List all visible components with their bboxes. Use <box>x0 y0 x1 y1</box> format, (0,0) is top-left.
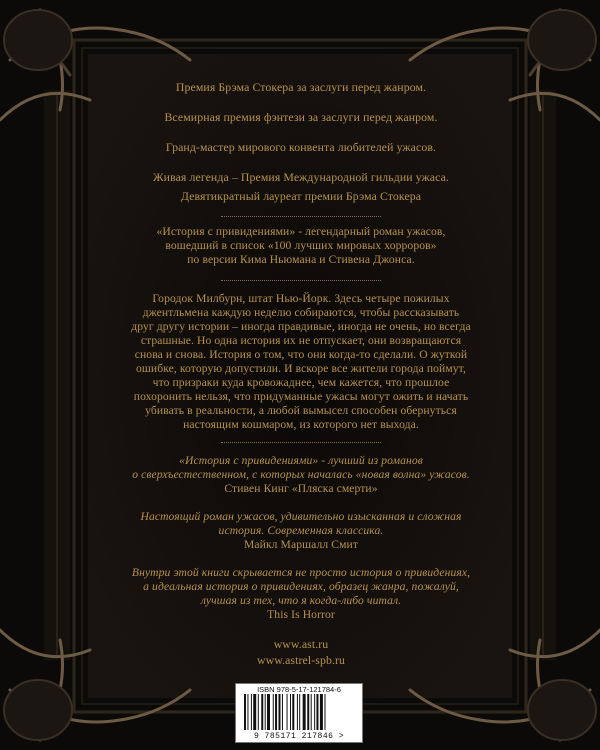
barcode-bar <box>316 694 318 730</box>
barcode-bar <box>307 694 309 730</box>
quote-1-line-2: о сверхъестественном, с которых началась «новая волна» ужасов. <box>132 468 470 481</box>
barcode-bar <box>303 694 306 730</box>
quote-3-line-3: лучшая из тех, что я когда-либо читал. <box>200 594 402 607</box>
dotted-divider <box>221 216 381 217</box>
synopsis-line: ошибке, которую допустили. И вскоре все жители города поймут, <box>136 362 466 375</box>
barcode-bar <box>258 694 259 730</box>
barcode-bar <box>292 694 294 730</box>
dotted-divider <box>221 280 381 281</box>
quote-3-line-1: Внутри этой книги скрывается не просто история о привидениях, <box>131 566 471 579</box>
intro-line-2: вошедший в список «100 лучших мировых хорроров» <box>165 239 437 252</box>
barcode-bar <box>275 694 277 730</box>
barcode-bar <box>314 694 315 730</box>
isbn-digits: 9 785171 217846 > <box>253 732 345 741</box>
barcode-bar <box>279 694 281 730</box>
award-line-1: Премия Брэма Стокера за заслуги перед жанром. <box>175 80 427 94</box>
barcode-bar <box>251 694 252 730</box>
synopsis-line: убивать в реальности, а любой вымысел способен обернуться <box>145 404 457 417</box>
barcode-bars <box>244 694 354 730</box>
quote-3-line-2: а идеальная история о привидениях, образец жанра, пожалуй, <box>143 580 459 593</box>
dotted-divider <box>221 442 381 443</box>
url-link-astrel[interactable]: www.astrel-spb.ru <box>256 653 346 667</box>
quote-2-author: Майкл Маршалл Смит <box>243 538 358 551</box>
barcode-bar <box>244 694 246 730</box>
isbn-barcode <box>235 683 363 743</box>
synopsis-line: похоронить нельзя, что придуманные ужасы могут ожить и начать <box>133 390 469 403</box>
barcode-bar <box>290 694 291 730</box>
synopsis-line: друг другу истории – иногда правдивые, иногда не очень, но всегда <box>131 320 471 333</box>
synopsis-line: настоящим кошмаром, из которого нет выхода. <box>183 418 419 431</box>
quote-1-line-1: «История с привидениями» - лучший из романов <box>179 454 423 467</box>
barcode-bar <box>287 694 288 730</box>
quote-2-line-1: Настоящий роман ужасов, удивительно изысканная и сложная <box>140 510 462 523</box>
barcode-bar <box>253 694 256 730</box>
barcode-bar <box>261 694 263 730</box>
synopsis-line: джентльмена каждую неделю собираются, чтобы рассказывать <box>142 306 460 319</box>
barcode-bar <box>247 694 248 730</box>
quote-1-author: Стивен Кинг «Пляска смерти» <box>224 482 378 495</box>
synopsis-line: Городок Милбурн, штат Нью-Йорк. Здесь четыре пожилых <box>152 292 450 305</box>
award-line-4: Живая легенда – Премия Международной гильдии ужаса. <box>152 170 449 184</box>
barcode-bar <box>299 694 300 730</box>
quote-3-author: This Is Horror <box>267 608 335 621</box>
barcode-bar <box>265 694 266 730</box>
barcode-bar <box>297 694 298 730</box>
url-link-ast[interactable]: www.ast.ru <box>273 637 329 651</box>
barcode-bar <box>311 694 312 730</box>
isbn-label: ISBN 978-5-17-121784-6 <box>257 685 341 694</box>
synopsis-line: что призраки куда кровожаднее, чем кажется, что прошлое <box>152 376 450 389</box>
barcode-bar <box>273 694 274 730</box>
synopsis-line: снова и снова. История о том, что они когда-то сделали. О жуткой <box>134 348 468 361</box>
award-line-2: Всемирная премия фэнтези за заслуги перед жанром. <box>164 110 438 124</box>
synopsis-line: страшные. Но одна история их не отпускает, они возвращаются <box>140 334 462 347</box>
barcode-bar <box>282 694 283 730</box>
intro-line-1: «История с привидениями» - легендарный роман ужасов, <box>156 225 446 238</box>
text-panel <box>96 56 506 696</box>
intro-line-3: по версии Кима Ньюмана и Стивена Джонса. <box>187 253 415 266</box>
barcode-bar <box>320 694 323 730</box>
quote-2-line-2: история. Современная классика. <box>218 524 384 537</box>
award-line-3: Гранд-мастер мирового конвента любителей ужасов. <box>165 140 437 154</box>
barcode-bar <box>325 694 326 730</box>
barcode-bar <box>267 694 270 730</box>
award-line-5: Девятикратный лауреат премии Брэма Стокера <box>180 189 422 203</box>
